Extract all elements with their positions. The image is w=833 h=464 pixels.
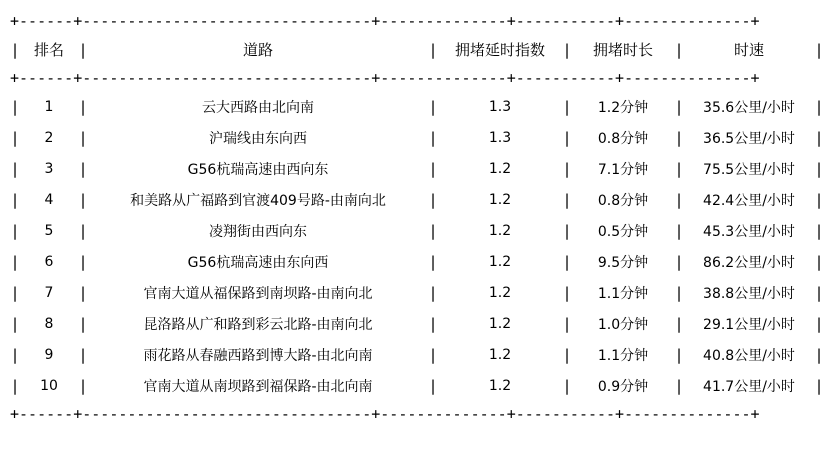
column-divider: | xyxy=(562,376,572,395)
cell-duration: 1.0分钟 xyxy=(597,316,649,333)
cell-speed: 42.4公里/小时 xyxy=(703,192,795,209)
cell-duration: 1.1分钟 xyxy=(597,285,649,302)
table-row xyxy=(0,215,833,246)
column-divider: | xyxy=(674,314,684,333)
column-divider: | xyxy=(562,252,572,271)
cell-road: 官南大道从南坝路到福保路-由北向南 xyxy=(143,378,373,395)
column-divider: | xyxy=(562,128,572,147)
column-divider: | xyxy=(428,345,438,364)
column-divider: | xyxy=(78,221,88,240)
column-divider: | xyxy=(674,252,684,271)
cell-road: 昆洛路从广和路到彩云北路-由南向北 xyxy=(143,316,373,333)
cell-rank: 6 xyxy=(44,253,54,270)
cell-rank: 10 xyxy=(40,377,58,394)
cell-index: 1.3 xyxy=(488,129,512,146)
table-border-header: +------+--------------------------------+--------------+-----------+--------------+ xyxy=(10,69,760,87)
cell-duration: 1.2分钟 xyxy=(597,99,649,116)
cell-road: 沪瑞线由东向西 xyxy=(209,130,307,147)
column-divider: | xyxy=(674,190,684,209)
column-divider: | xyxy=(428,252,438,271)
column-divider: | xyxy=(78,128,88,147)
cell-speed: 45.3公里/小时 xyxy=(703,223,795,240)
column-divider: | xyxy=(428,190,438,209)
column-divider: | xyxy=(814,314,824,333)
cell-duration: 0.9分钟 xyxy=(597,378,649,395)
column-divider: | xyxy=(814,159,824,178)
cell-rank: 4 xyxy=(44,191,54,208)
cell-index: 1.2 xyxy=(488,253,512,270)
column-divider: | xyxy=(10,190,20,209)
header-congestion-index: 拥堵延时指数 xyxy=(454,41,545,59)
cell-index: 1.2 xyxy=(488,222,512,239)
column-divider: | xyxy=(428,221,438,240)
cell-rank: 2 xyxy=(44,129,54,146)
column-divider: | xyxy=(428,283,438,302)
cell-road: 和美路从广福路到官渡409号路-由南向北 xyxy=(130,192,386,209)
column-divider: | xyxy=(674,128,684,147)
column-divider: | xyxy=(78,40,88,59)
cell-rank: 3 xyxy=(44,160,54,177)
cell-speed: 86.2公里/小时 xyxy=(703,254,795,271)
cell-index: 1.3 xyxy=(488,98,512,115)
cell-road: G56杭瑞高速由西向东 xyxy=(187,161,329,178)
column-divider: | xyxy=(814,190,824,209)
column-divider: | xyxy=(674,376,684,395)
column-divider: | xyxy=(674,345,684,364)
column-divider: | xyxy=(814,97,824,116)
table-border-top: +------+--------------------------------+--------------+-----------+--------------+ xyxy=(10,12,760,30)
column-divider: | xyxy=(428,376,438,395)
column-divider: | xyxy=(428,159,438,178)
header-road: 道路 xyxy=(242,41,273,59)
cell-speed: 35.6公里/小时 xyxy=(703,99,795,116)
column-divider: | xyxy=(814,376,824,395)
column-divider: | xyxy=(428,40,438,59)
header-congestion-duration: 拥堵时长 xyxy=(592,41,653,59)
column-divider: | xyxy=(562,190,572,209)
column-divider: | xyxy=(10,345,20,364)
column-divider: | xyxy=(10,314,20,333)
cell-duration: 0.8分钟 xyxy=(597,130,649,147)
cell-speed: 36.5公里/小时 xyxy=(703,130,795,147)
cell-index: 1.2 xyxy=(488,284,512,301)
cell-index: 1.2 xyxy=(488,191,512,208)
table-row xyxy=(0,246,833,277)
cell-rank: 8 xyxy=(44,315,54,332)
cell-speed: 29.1公里/小时 xyxy=(703,316,795,333)
cell-duration: 0.8分钟 xyxy=(597,192,649,209)
cell-duration: 9.5分钟 xyxy=(597,254,649,271)
column-divider: | xyxy=(78,190,88,209)
cell-road: 凌翔街由西向东 xyxy=(209,223,307,240)
cell-index: 1.2 xyxy=(488,160,512,177)
column-divider: | xyxy=(428,128,438,147)
column-divider: | xyxy=(814,221,824,240)
column-divider: | xyxy=(674,97,684,116)
table-row xyxy=(0,339,833,370)
cell-road: 雨花路从春融西路到博大路-由北向南 xyxy=(143,347,373,364)
column-divider: | xyxy=(78,252,88,271)
cell-speed: 75.5公里/小时 xyxy=(703,161,795,178)
column-divider: | xyxy=(562,283,572,302)
column-divider: | xyxy=(10,97,20,116)
table-row xyxy=(0,184,833,215)
table-row xyxy=(0,122,833,153)
column-divider: | xyxy=(674,159,684,178)
column-divider: | xyxy=(562,221,572,240)
column-divider: | xyxy=(814,345,824,364)
column-divider: | xyxy=(674,283,684,302)
cell-index: 1.2 xyxy=(488,346,512,363)
column-divider: | xyxy=(10,283,20,302)
column-divider: | xyxy=(428,97,438,116)
column-divider: | xyxy=(78,345,88,364)
column-divider: | xyxy=(78,159,88,178)
column-divider: | xyxy=(814,252,824,271)
column-divider: | xyxy=(814,40,824,59)
cell-road: 云大西路由北向南 xyxy=(202,99,314,116)
header-rank: 排名 xyxy=(33,41,64,59)
table-row xyxy=(0,91,833,122)
cell-speed: 40.8公里/小时 xyxy=(703,347,795,364)
cell-duration: 1.1分钟 xyxy=(597,347,649,364)
cell-road: G56杭瑞高速由东向西 xyxy=(187,254,329,271)
column-divider: | xyxy=(78,283,88,302)
cell-speed: 38.8公里/小时 xyxy=(703,285,795,302)
cell-rank: 7 xyxy=(44,284,54,301)
cell-road: 官南大道从福保路到南坝路-由南向北 xyxy=(143,285,373,302)
table-border-bottom: +------+--------------------------------+--------------+-----------+--------------+ xyxy=(10,405,760,423)
table-row xyxy=(0,370,833,401)
column-divider: | xyxy=(814,283,824,302)
cell-duration: 7.1分钟 xyxy=(597,161,649,178)
column-divider: | xyxy=(78,97,88,116)
cell-index: 1.2 xyxy=(488,315,512,332)
cell-speed: 41.7公里/小时 xyxy=(703,378,795,395)
column-divider: | xyxy=(562,40,572,59)
column-divider: | xyxy=(10,376,20,395)
table-header-row xyxy=(0,34,833,65)
table-row xyxy=(0,153,833,184)
column-divider: | xyxy=(562,345,572,364)
column-divider: | xyxy=(428,314,438,333)
column-divider: | xyxy=(814,128,824,147)
cell-rank: 5 xyxy=(44,222,54,239)
column-divider: | xyxy=(10,159,20,178)
cell-index: 1.2 xyxy=(488,377,512,394)
column-divider: | xyxy=(10,252,20,271)
cell-rank: 1 xyxy=(44,98,54,115)
column-divider: | xyxy=(78,314,88,333)
cell-duration: 0.5分钟 xyxy=(597,223,649,240)
column-divider: | xyxy=(562,97,572,116)
column-divider: | xyxy=(10,221,20,240)
header-speed: 时速 xyxy=(733,41,764,59)
column-divider: | xyxy=(10,40,20,59)
column-divider: | xyxy=(78,376,88,395)
column-divider: | xyxy=(562,314,572,333)
table-row xyxy=(0,277,833,308)
table-row xyxy=(0,308,833,339)
column-divider: | xyxy=(674,40,684,59)
column-divider: | xyxy=(10,128,20,147)
column-divider: | xyxy=(562,159,572,178)
column-divider: | xyxy=(674,221,684,240)
cell-rank: 9 xyxy=(44,346,54,363)
